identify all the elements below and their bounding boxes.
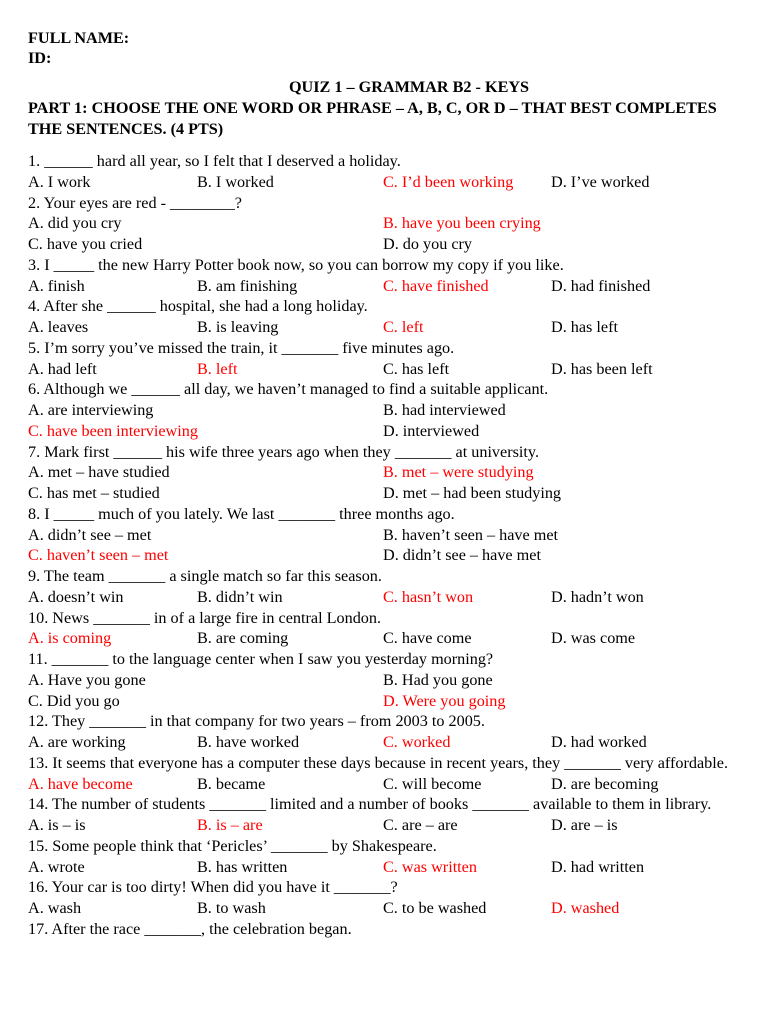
answer-option: A. leaves	[28, 318, 89, 336]
answer-option-correct: A. is coming	[28, 629, 112, 648]
option-row	[28, 670, 740, 691]
answer-option: C. have you cried	[28, 235, 143, 253]
answer-option-correct: B. have you been crying	[383, 214, 541, 233]
full-name-label: FULL NAME:	[28, 29, 130, 47]
option-row	[28, 857, 740, 878]
option-row	[28, 172, 740, 193]
answer-option: C. Did you go	[28, 691, 120, 710]
question-text: 17. After the race _______, the celebration began.	[28, 919, 352, 938]
option-row	[28, 421, 740, 442]
answer-option: B. is leaving	[197, 318, 279, 336]
question-text: 13. It seems that everyone has a computer these days because in recent years, they _______ very affordable.	[28, 753, 728, 772]
answer-option: D. interviewed	[383, 421, 480, 440]
id-label: ID:	[28, 49, 52, 67]
question-text: 4. After she ______ hospital, she had a long holiday.	[28, 297, 368, 316]
question-text: 5. I’m sorry you’ve missed the train, it _______ five minutes ago.	[28, 338, 455, 357]
option-row	[28, 774, 740, 795]
question-text: 10. News _______ in of a large fire in central London.	[28, 608, 382, 627]
answer-option: C. will become	[383, 774, 482, 793]
option-row	[28, 815, 740, 836]
option-row	[28, 587, 740, 608]
answer-option-correct: B. met – were studying	[383, 463, 534, 482]
answer-option: C. has left	[383, 359, 450, 378]
option-row	[28, 400, 740, 421]
question-text: 3. I _____ the new Harry Potter book now, so you can borrow my copy if you like.	[28, 255, 564, 274]
answer-option-correct: C. hasn’t won	[383, 587, 474, 606]
answer-option: A. is – is	[28, 816, 86, 834]
answer-option: A. wash	[28, 899, 82, 917]
answer-option: D. didn’t see – have met	[383, 546, 541, 565]
answer-option: D. are becoming	[551, 774, 659, 793]
option-row	[28, 898, 740, 919]
answer-option: B. had interviewed	[383, 401, 506, 419]
answer-option: A. wrote	[28, 857, 85, 876]
answer-option: B. Had you gone	[383, 670, 493, 689]
answer-option: B. have worked	[197, 733, 300, 751]
answer-option-correct: C. have been interviewing	[28, 421, 198, 440]
answer-option-correct: C. I’d been working	[383, 172, 514, 191]
option-row	[28, 234, 740, 255]
answer-option: A. are interviewing	[28, 401, 154, 419]
answer-option: A. doesn’t win	[28, 587, 124, 606]
answer-option-correct: D. washed	[551, 899, 620, 917]
answer-option: B. are coming	[197, 629, 289, 648]
page-title: QUIZ 1 – GRAMMAR B2 - KEYS	[288, 78, 530, 96]
option-row	[28, 628, 740, 649]
answer-option: B. to wash	[197, 899, 266, 917]
option-row	[28, 483, 740, 504]
answer-option: D. had finished	[551, 276, 651, 295]
answer-option-correct: B. is – are	[197, 816, 263, 834]
answer-option-correct: B. left	[197, 359, 238, 378]
answer-option-correct: C. haven’t seen – met	[28, 546, 169, 565]
answer-option-correct: C. was written	[383, 857, 477, 876]
answer-option: D. do you cry	[383, 235, 473, 253]
option-row	[28, 462, 740, 483]
answer-option: A. met – have studied	[28, 463, 170, 482]
question-text: 7. Mark first ______ his wife three years ago when they _______ at university.	[28, 442, 539, 461]
option-row	[28, 545, 740, 566]
answer-option: D. met – had been studying	[383, 484, 562, 502]
answer-option: B. haven’t seen – have met	[383, 525, 559, 544]
answer-option: A. are working	[28, 733, 126, 751]
answer-option: B. has written	[197, 857, 288, 876]
question-list	[28, 151, 740, 940]
answer-option: C. are – are	[383, 816, 458, 834]
question-text: 1. ______ hard all year, so I felt that I deserved a holiday.	[28, 152, 401, 170]
answer-option: A. didn’t see – met	[28, 525, 152, 544]
question-text: 14. The number of students _______ limited and a number of books _______ available to them in library.	[28, 795, 712, 814]
answer-option: B. am finishing	[197, 276, 298, 295]
answer-option: D. has left	[551, 318, 618, 336]
answer-option: A. did you cry	[28, 214, 122, 233]
answer-option: B. I worked	[197, 172, 274, 191]
answer-option-correct: C. worked	[383, 733, 451, 751]
answer-option: B. became	[197, 774, 266, 793]
answer-option: A. I work	[28, 172, 91, 191]
answer-option: A. finish	[28, 276, 85, 295]
question-text: 8. I _____ much of you lately. We last _______ three months ago.	[28, 504, 455, 523]
answer-option: D. had worked	[551, 733, 647, 751]
question-text: 9. The team _______ a single match so far this season.	[28, 567, 382, 585]
answer-option: D. hadn’t won	[551, 587, 644, 606]
question-text: 16. Your car is too dirty! When did you have it _______?	[28, 878, 398, 897]
answer-option-correct: A. have become	[28, 774, 133, 793]
option-row	[28, 525, 740, 546]
question-text: 6. Although we ______ all day, we haven’t managed to find a suitable applicant.	[28, 380, 549, 399]
answer-option-correct: D. Were you going	[383, 691, 506, 710]
option-row	[28, 732, 740, 753]
answer-option: C. have come	[383, 629, 472, 648]
question-text: 11. _______ to the language center when I saw you yesterday morning?	[28, 650, 494, 668]
option-row	[28, 213, 740, 234]
answer-option: D. had written	[551, 857, 645, 876]
question-text: 15. Some people think that ‘Pericles’ _______ by Shakespeare.	[28, 836, 437, 855]
question-text: 12. They _______ in that company for two years – from 2003 to 2005.	[28, 712, 485, 731]
answer-option-correct: C. left	[383, 318, 424, 336]
answer-option: A. had left	[28, 359, 97, 378]
answer-option: D. are – is	[551, 816, 618, 834]
answer-option: D. has been left	[551, 359, 653, 378]
answer-option: C. to be washed	[383, 899, 487, 917]
answer-option: D. was come	[551, 629, 636, 648]
answer-option: C. has met – studied	[28, 484, 160, 502]
answer-option-correct: C. have finished	[383, 276, 489, 295]
answer-option: A. Have you gone	[28, 670, 146, 689]
option-row	[28, 359, 740, 380]
answer-option: B. didn’t win	[197, 587, 283, 606]
part-heading: PART 1: CHOOSE THE ONE WORD OR PHRASE – A, B, C, OR D – THAT BEST COMPLETES THE SENTENCES. (4 PTS)	[28, 99, 717, 138]
option-row	[28, 276, 740, 297]
option-row	[28, 691, 740, 712]
question-text: 2. Your eyes are red - ________?	[28, 193, 242, 212]
option-row	[28, 317, 740, 338]
answer-option: D. I’ve worked	[551, 172, 650, 191]
